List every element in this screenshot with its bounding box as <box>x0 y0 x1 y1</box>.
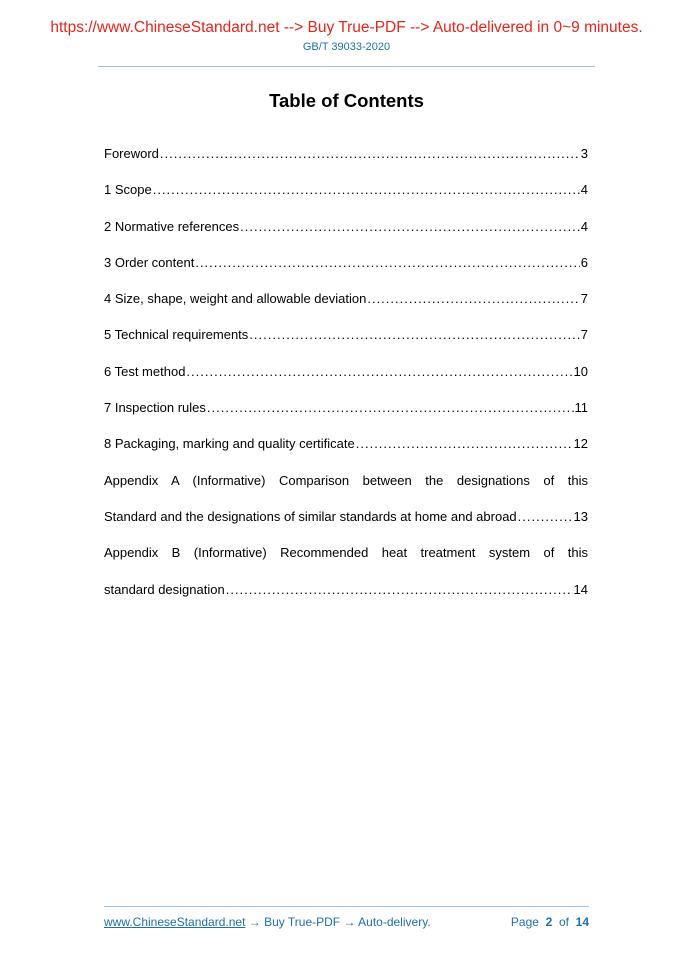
toc-page-number: 6 <box>580 254 588 270</box>
toc-entry-label: 1 Scope <box>104 182 152 198</box>
toc-leader <box>160 146 580 161</box>
toc-entry-label: 7 Inspection rules <box>104 400 206 416</box>
page-indicator <box>511 915 589 929</box>
page-total: 14 <box>575 915 589 929</box>
toc-leader <box>186 364 572 379</box>
toc-entry-normative-references[interactable] <box>104 219 588 255</box>
toc-entry-technical-requirements[interactable] <box>104 327 588 363</box>
toc-page-number: 10 <box>573 363 588 379</box>
toc-leader <box>367 291 579 306</box>
toc-page-number: 4 <box>580 182 588 198</box>
toc-page-number: 14 <box>573 581 588 597</box>
toc-leader <box>518 509 573 524</box>
toc-entry-label: Standard and the designations of similar standards at home and abroad <box>104 508 517 524</box>
toc-entry-test-method[interactable] <box>104 364 588 400</box>
footer-divider <box>104 906 589 907</box>
arrow-icon: → <box>248 915 261 929</box>
toc-entry-size-shape-weight[interactable] <box>104 291 588 327</box>
toc-entry-appendix-a[interactable] <box>104 509 588 545</box>
toc-leader <box>153 182 580 197</box>
toc-page-number: 7 <box>580 327 588 343</box>
toc-entry-label: 6 Test method <box>104 363 186 379</box>
toc-leader <box>249 327 579 342</box>
toc-entry-inspection-rules[interactable] <box>104 400 588 436</box>
toc-page-number: 13 <box>573 508 588 524</box>
toc-entry-label: Appendix B (Informative) Recommended heat treatment system of this <box>104 545 588 561</box>
arrow-icon: → <box>343 915 356 929</box>
toc-entry-appendix-b[interactable] <box>104 582 588 618</box>
toc-entry-label: 8 Packaging, marking and quality certificate <box>104 436 355 452</box>
toc-entry-foreword[interactable] <box>104 146 588 182</box>
toc-page-number: 4 <box>580 218 588 234</box>
toc-page-number: 12 <box>573 436 588 452</box>
page-title: Table of Contents <box>269 90 424 111</box>
toc-entry-label: Foreword <box>104 146 159 161</box>
standard-code: GB/T 39033-2020 <box>302 41 391 53</box>
toc-page-number: 7 <box>580 291 588 307</box>
toc-entry-appendix-b-line1[interactable] <box>104 545 588 581</box>
toc-entry-packaging-marking[interactable] <box>104 436 588 472</box>
footer-left <box>104 915 431 929</box>
toc-entry-label: standard designation <box>104 581 225 597</box>
toc-leader <box>356 436 573 451</box>
buy-text: Buy True-PDF <box>264 915 341 929</box>
toc-page-number: 3 <box>580 146 588 161</box>
toc-leader <box>195 255 579 270</box>
page-current: 2 <box>545 915 553 929</box>
delivery-text: Auto-delivery. <box>358 915 431 929</box>
toc-entry-appendix-a-line1[interactable] <box>104 473 588 509</box>
toc-leader <box>226 582 573 597</box>
site-link[interactable]: www.ChineseStandard.net <box>104 915 246 929</box>
toc-leader <box>240 219 580 234</box>
toc-leader <box>207 400 574 415</box>
toc-entry-order-content[interactable] <box>104 255 588 291</box>
toc-entry-label: 5 Technical requirements <box>104 327 249 343</box>
toc-page-number: 11 <box>574 400 588 416</box>
table-of-contents <box>104 146 588 618</box>
header-divider <box>98 66 595 67</box>
page-footer <box>104 915 589 929</box>
toc-entry-label: Appendix A (Informative) Comparison between the designations of this <box>104 472 588 488</box>
promo-banner[interactable]: https://www.ChineseStandard.net --> Buy True-PDF --> Auto-delivered in 0~9 minutes. <box>50 19 643 36</box>
page-word: Page <box>510 915 539 929</box>
toc-entry-scope[interactable] <box>104 182 588 218</box>
toc-entry-label: 3 Order content <box>104 254 195 270</box>
toc-entry-label: 4 Size, shape, weight and allowable deviation <box>104 291 367 307</box>
toc-entry-label: 2 Normative references <box>104 218 240 234</box>
page-of: of <box>558 915 569 929</box>
